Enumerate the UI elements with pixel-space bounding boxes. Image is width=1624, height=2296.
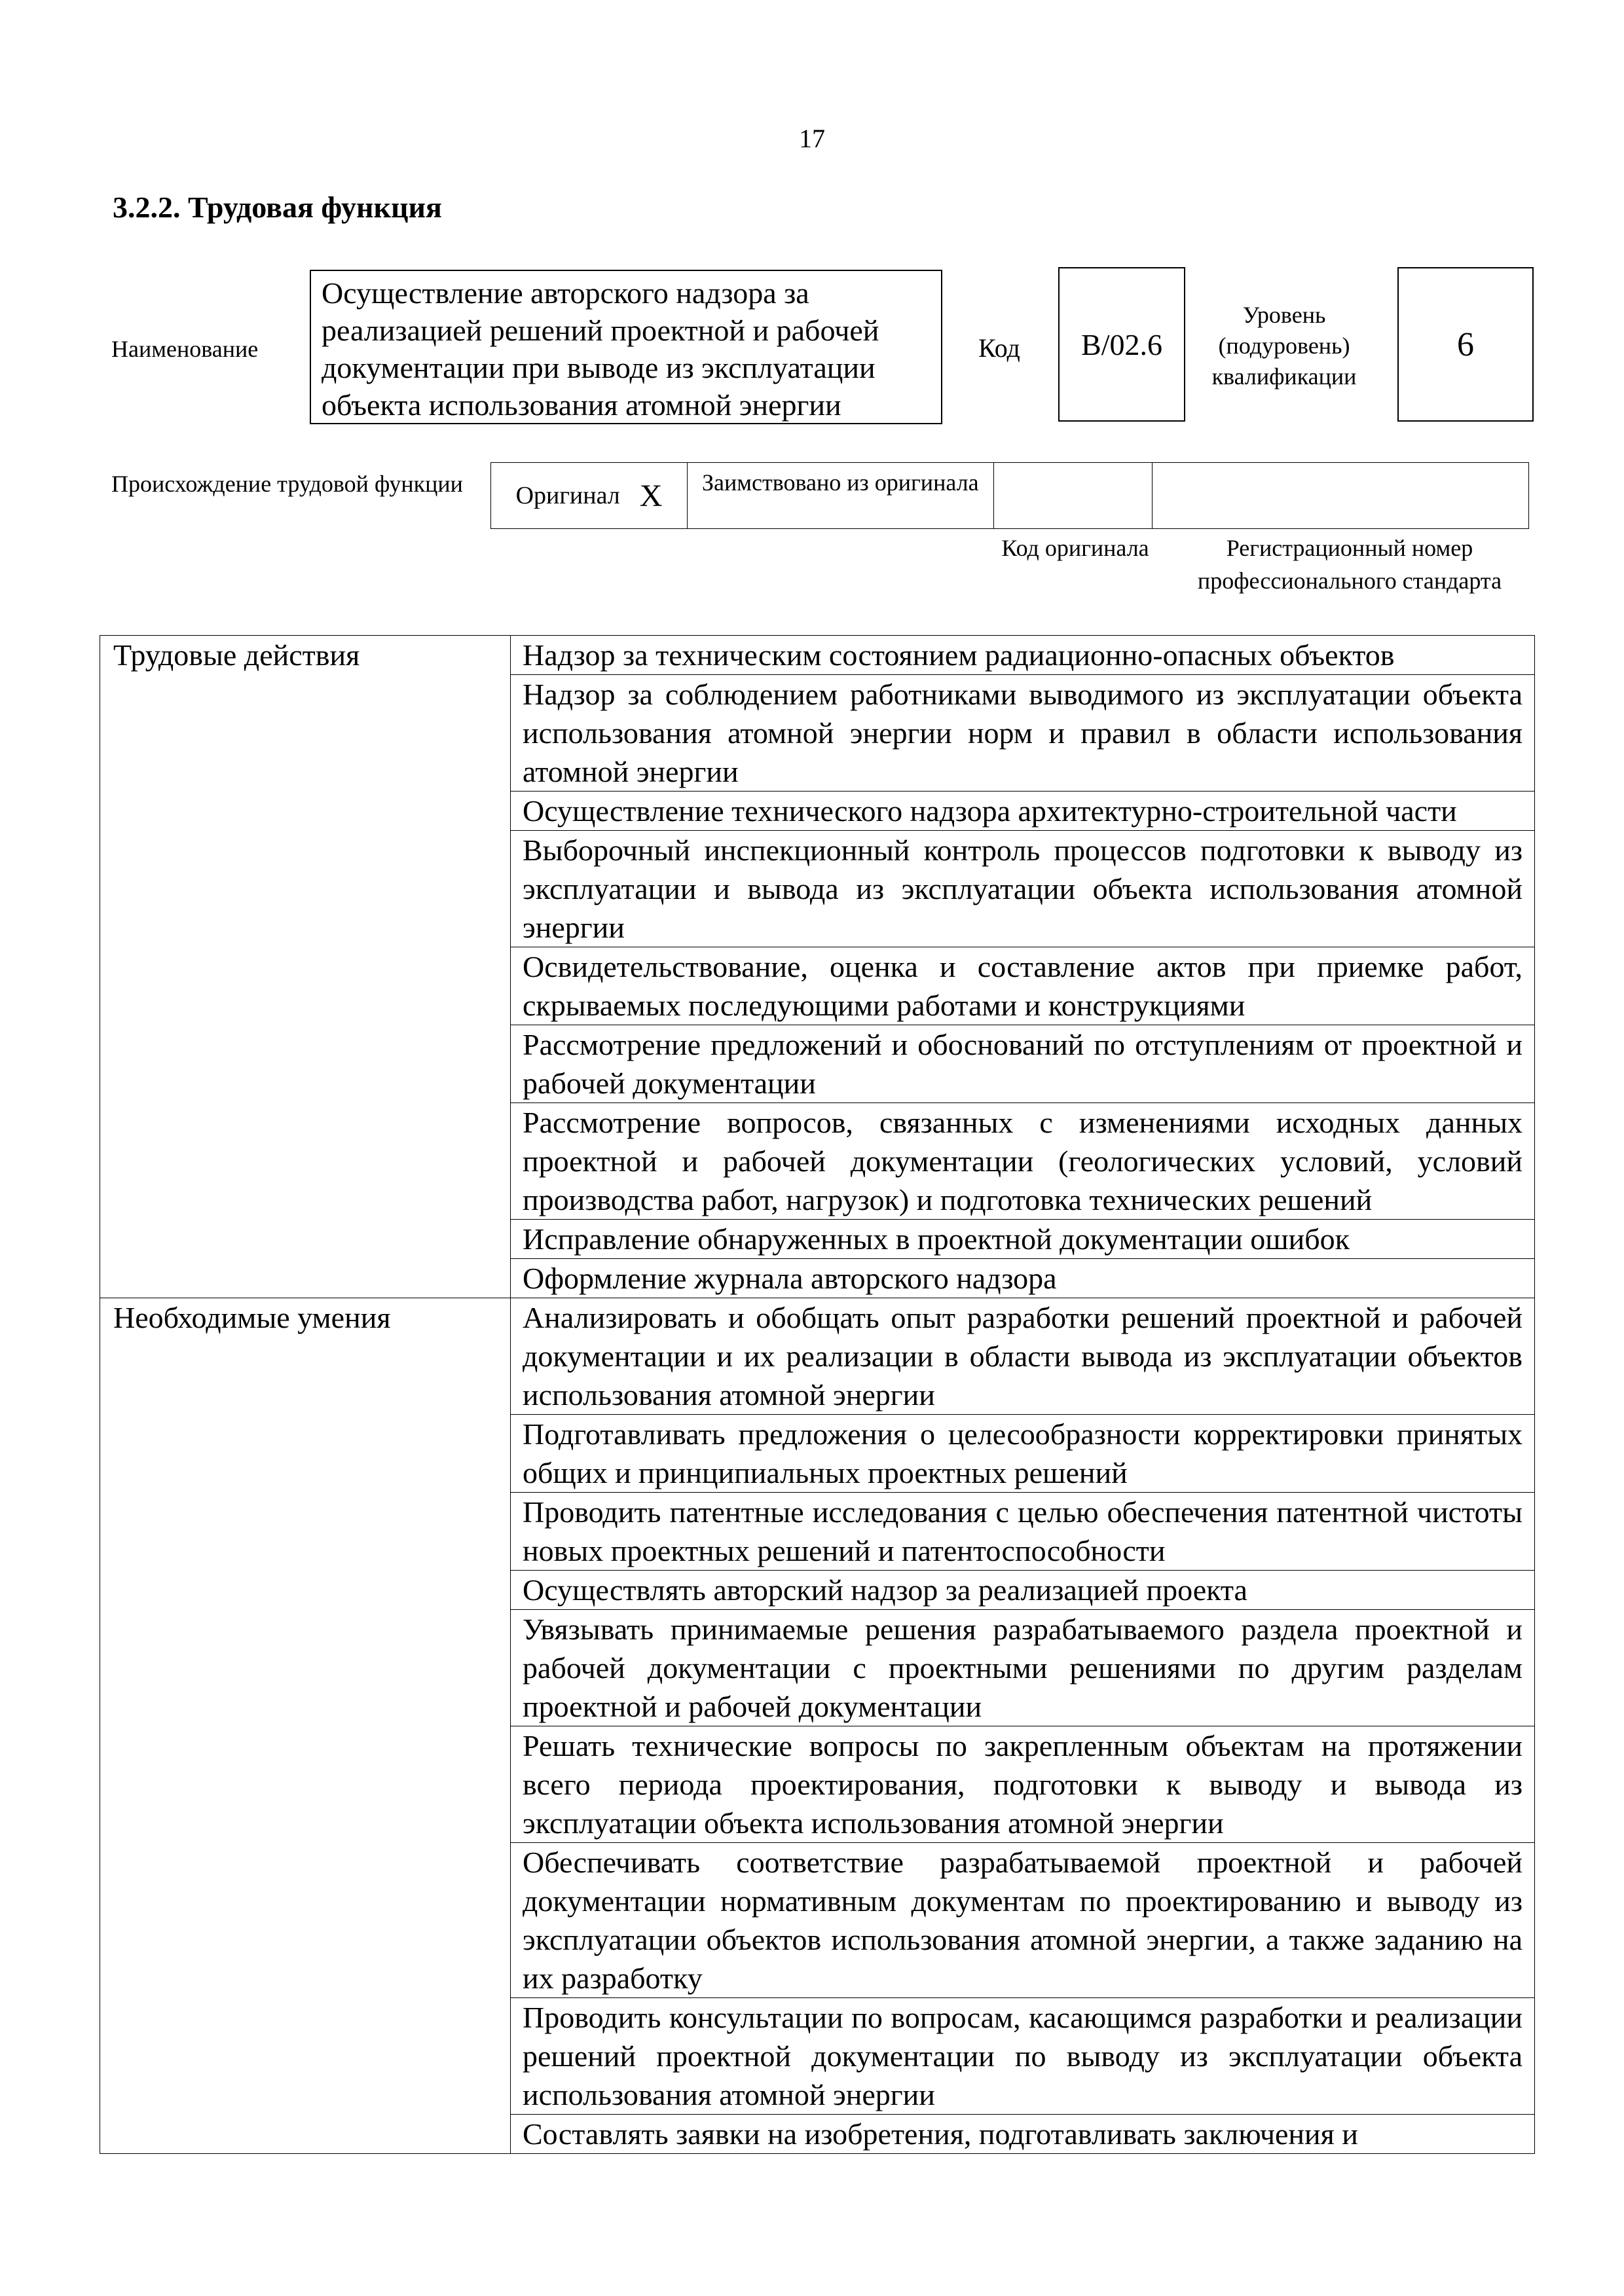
- borrowed-label: Заимствовано из оригинала: [702, 469, 979, 496]
- required-skills-item: Составлять заявки на изобретения, подготавливать заключения и: [511, 2115, 1535, 2154]
- required-skills-item: Подготавливать предложения о целесообразности корректировки принятых общих и принципиальных проектных решений: [511, 1415, 1535, 1493]
- level-label-line-2: (подуровень): [1218, 333, 1350, 359]
- required-skills-label: Необходимые умения: [100, 1298, 511, 2154]
- origin-reg-number-cell: [1153, 463, 1528, 528]
- required-skills-item: Увязывать принимаемые решения разрабатываемого раздела проектной и рабочей документации с проектными решениями по другим разделам проектной и рабочей документации: [511, 1610, 1535, 1726]
- origin-label: Происхождение трудовой функции: [111, 471, 463, 497]
- required-skills-item: Проводить консультации по вопросам, касающимся разработки и реализации решений проектной документации по выводу из эксплуатации объекта использования атомной энергии: [511, 1998, 1535, 2115]
- code-label: Код: [978, 333, 1020, 363]
- level-label-line-3: квалификации: [1211, 363, 1357, 390]
- level-label-line-1: Уровень: [1242, 302, 1326, 328]
- labor-actions-item: Оформление журнала авторского надзора: [511, 1259, 1535, 1298]
- origin-borrowed-cell: [688, 463, 994, 528]
- labor-actions-item: Рассмотрение предложений и обоснований по отступлениям от проектной и рабочей документации: [511, 1025, 1535, 1103]
- level-label: [1196, 300, 1373, 392]
- code-value: B/02.6: [1081, 327, 1162, 361]
- labor-actions-item: Надзор за техническим состоянием радиационно-опасных объектов: [511, 636, 1535, 675]
- name-label: Наименование: [111, 336, 259, 362]
- labor-actions-label: Трудовые действия: [100, 636, 511, 1298]
- required-skills-item: Обеспечивать соответствие разрабатываемой проектной и рабочей документации нормативным документам по проектированию и выводу из эксплуатации объектов использования атомной энергии, а также заданию на их разработку: [511, 1843, 1535, 1998]
- origin-table: [490, 462, 1529, 529]
- origin-original-cell: [491, 463, 688, 528]
- labor-actions-item: Надзор за соблюдением работниками выводимого из эксплуатации объекта использования атомной энергии норм и правил в области использования атомной энергии: [511, 675, 1535, 792]
- table-row: [100, 636, 1535, 675]
- labor-actions-item: Рассмотрение вопросов, связанных с изменениями исходных данных проектной и рабочей документации (геологических условий, условий производства работ, нагрузок) и подготовка технических решений: [511, 1103, 1535, 1220]
- origin-code-cell: [994, 463, 1153, 528]
- required-skills-item: Решать технические вопросы по закрепленным объектам на протяжении всего периода проектирования, подготовки к выводу и вывода из эксплуатации объекта использования атомной энергии: [511, 1726, 1535, 1843]
- level-box: [1397, 267, 1534, 422]
- page-number: 17: [799, 124, 825, 153]
- labor-actions-item: Выборочный инспекционный контроль процессов подготовки к выводу из эксплуатации и вывода из эксплуатации объекта использования атомной энергии: [511, 831, 1535, 947]
- labor-actions-item: Исправление обнаруженных в проектной документации ошибок: [511, 1220, 1535, 1259]
- level-value: 6: [1457, 325, 1474, 363]
- required-skills-item: Анализировать и обобщать опыт разработки решений проектной и рабочей документации и их реализации в области вывода из эксплуатации объектов использования атомной энергии: [511, 1298, 1535, 1415]
- code-box: [1058, 267, 1185, 422]
- required-skills-item: Проводить патентные исследования с целью обеспечения патентной чистоты новых проектных решений и патентоспособности: [511, 1493, 1535, 1571]
- table-row: [100, 1298, 1535, 1415]
- original-mark: X: [639, 478, 663, 513]
- function-name-value: Осуществление авторского надзора за реализацией решений проектной и рабочей документации при выводе из эксплуатации объекта использования атомной энергии: [322, 276, 879, 422]
- function-table: [100, 635, 1535, 2154]
- function-name-box: [310, 270, 942, 424]
- origin-reg-caption: Регистрационный номер профессионального стандарта: [1197, 535, 1502, 594]
- section-title: 3.2.2. Трудовая функция: [113, 191, 442, 224]
- original-label: Оригинал: [515, 482, 620, 509]
- required-skills-item: Осуществлять авторский надзор за реализацией проекта: [511, 1571, 1535, 1610]
- labor-actions-item: Осуществление технического надзора архитектурно-строительной части: [511, 792, 1535, 831]
- origin-code-caption: Код оригинала: [1001, 535, 1149, 561]
- labor-actions-item: Освидетельствование, оценка и составление актов при приемке работ, скрываемых последующими работами и конструкциями: [511, 947, 1535, 1025]
